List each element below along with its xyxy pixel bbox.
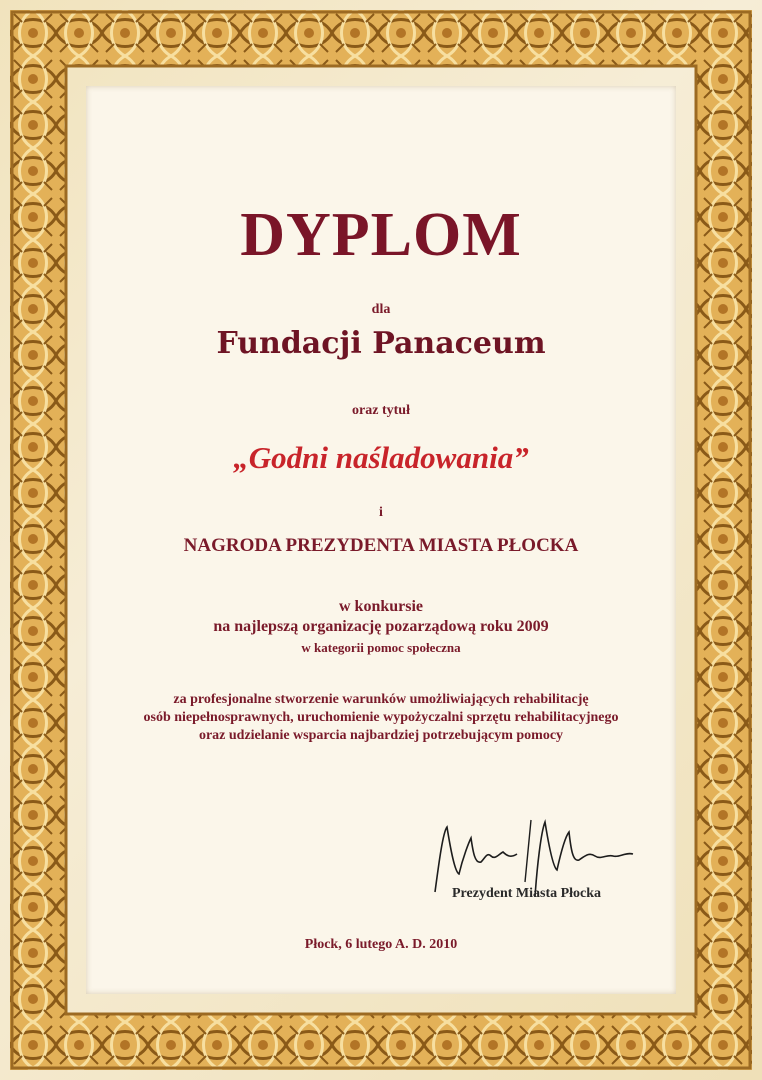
recipient-name: Fundacji Panaceum [216, 326, 546, 361]
award-name: NAGRODA PREZYDENTA MIASTA PŁOCKA [183, 535, 579, 556]
oraz-label: oraz tytuł [352, 403, 410, 418]
contest-line-1: w konkursie [338, 598, 424, 615]
place-and-date: Płock, 6 lutego A. D. 2010 [304, 937, 458, 952]
diploma-title: DYPLOM [240, 201, 522, 269]
conjunction: i [379, 505, 383, 520]
justification-line-2: osób niepełnosprawnych, uruchomienie wypożyczalni sprzętu rehabilitacyjnego [143, 710, 619, 725]
contest-line-2: na najlepszą organizację pozarządową roku 2009 [213, 618, 549, 635]
award-title: „Godni naśladowania” [233, 440, 529, 475]
contest-line-3: w kategorii pomoc społeczna [301, 640, 461, 655]
justification-line-3: oraz udzielanie wsparcia najbardziej potrzebującym pomocy [198, 728, 564, 743]
justification-line-1: za profesjonalne stworzenie warunków umożliwiających rehabilitację [173, 692, 589, 707]
dla-label: dla [371, 302, 391, 317]
signatory-title: Prezydent Miasta Płocka [452, 886, 602, 901]
